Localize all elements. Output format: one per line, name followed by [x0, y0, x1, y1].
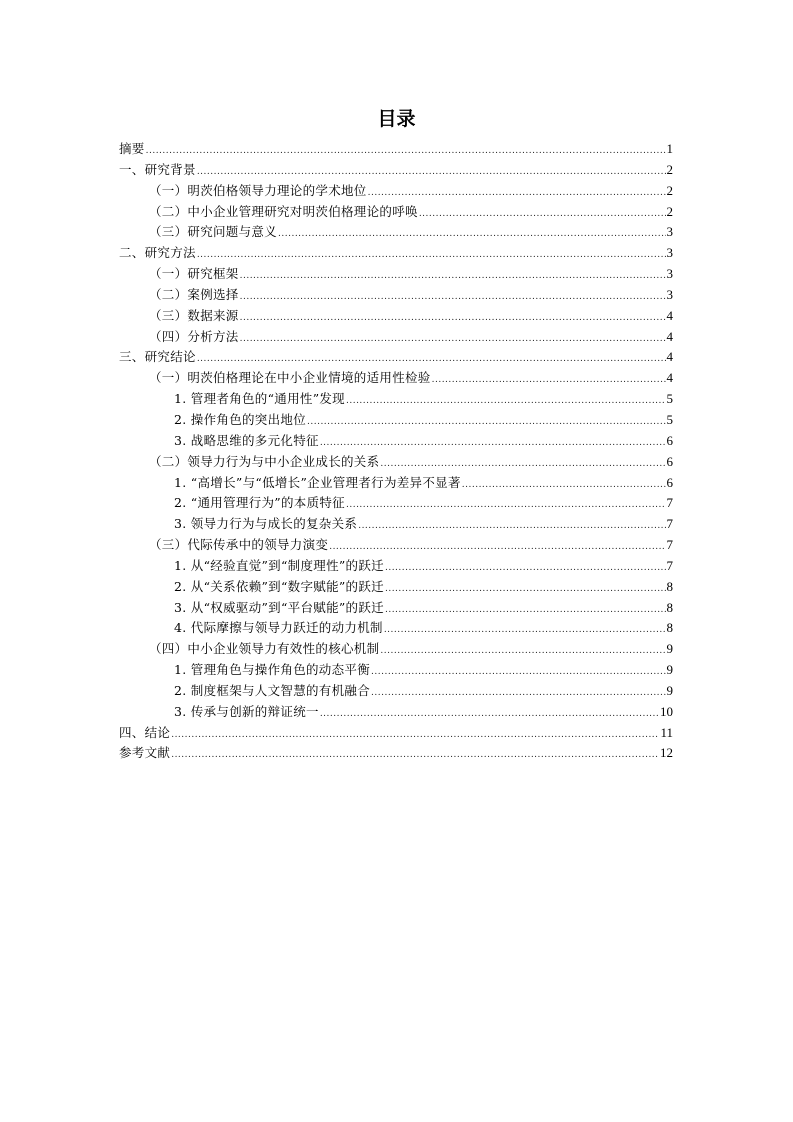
dot-leader [197, 245, 666, 266]
dot-leader [171, 745, 659, 766]
toc-entry-page: 7 [666, 516, 673, 532]
toc-entry-label: 2. 从“关系依赖”到“数字赋能”的跃迁 [174, 578, 384, 594]
dot-leader [462, 475, 666, 496]
toc-entry[interactable] [119, 327, 673, 348]
toc-entry-page: 3 [666, 245, 673, 261]
dot-leader [171, 725, 659, 746]
table-of-contents [119, 139, 673, 764]
toc-entry-label: 3. 战略思维的多元化特征 [174, 432, 319, 448]
dot-leader [385, 600, 666, 621]
toc-entry-page: 3 [666, 286, 673, 302]
dot-leader [419, 204, 666, 225]
toc-entry[interactable] [119, 347, 673, 368]
toc-entry[interactable] [119, 181, 673, 202]
toc-entry[interactable] [119, 660, 673, 681]
toc-entry-page: 4 [666, 370, 673, 386]
dot-leader [371, 683, 665, 704]
toc-entry-page: 9 [666, 682, 673, 698]
toc-entry[interactable] [119, 410, 673, 431]
dot-leader [371, 662, 665, 683]
toc-entry[interactable] [119, 577, 673, 598]
toc-entry-page: 4 [666, 328, 673, 344]
toc-entry-page: 8 [666, 578, 673, 594]
toc-entry-page: 6 [666, 453, 673, 469]
toc-entry-label: （四）分析方法 [149, 328, 239, 344]
toc-entry-label: 1. 管理角色与操作角色的动态平衡 [174, 662, 371, 678]
toc-entry-label: 1. “高增长”与“低增长”企业管理者行为差异不显著 [174, 474, 461, 490]
toc-entry-label: 2. 操作角色的突出地位 [174, 411, 306, 427]
toc-entry[interactable] [119, 723, 673, 744]
toc-entry[interactable] [119, 702, 673, 723]
toc-entry-label: 1. 管理者角色的“通用性”发现 [174, 391, 345, 407]
dot-leader [346, 495, 666, 516]
toc-entry-label: （二）中小企业管理研究对明茨伯格理论的呼唤 [149, 203, 418, 219]
toc-entry[interactable] [119, 222, 673, 243]
toc-entry[interactable] [119, 368, 673, 389]
toc-entry-page: 8 [666, 620, 673, 636]
toc-entry-label: 3. 从“权威驱动”到“平台赋能”的跃迁 [174, 599, 384, 615]
toc-entry-label: 四、结论 [119, 724, 171, 740]
toc-entry-label: 2. 制度框架与人文智慧的有机融合 [174, 682, 371, 698]
toc-entry-page: 9 [666, 641, 673, 657]
toc-entry-page: 7 [666, 495, 673, 511]
toc-entry[interactable] [119, 639, 673, 660]
toc-entry-label: 4. 代际摩擦与领导力跃迁的动力机制 [174, 620, 383, 636]
toc-entry[interactable] [119, 431, 673, 452]
dot-leader [146, 141, 666, 162]
dot-leader [329, 537, 665, 558]
toc-entry-page: 3 [666, 266, 673, 282]
dot-leader [240, 329, 666, 350]
toc-entry[interactable] [119, 452, 673, 473]
toc-entry[interactable] [119, 618, 673, 639]
dot-leader [307, 412, 666, 433]
dot-leader [385, 579, 666, 600]
dot-leader [197, 349, 666, 370]
dot-leader [240, 308, 666, 329]
toc-entry-label: 二、研究方法 [119, 245, 196, 261]
toc-entry-page: 2 [666, 161, 673, 177]
dot-leader [320, 704, 659, 725]
toc-entry[interactable] [119, 514, 673, 535]
dot-leader [358, 516, 665, 537]
toc-entry-page: 12 [660, 745, 673, 761]
dot-leader [278, 224, 665, 245]
toc-entry[interactable] [119, 202, 673, 223]
dot-leader [320, 433, 666, 454]
toc-entry[interactable] [119, 285, 673, 306]
toc-entry-page: 7 [666, 537, 673, 553]
toc-entry-label: 三、研究结论 [119, 349, 196, 365]
toc-entry-label: （二）案例选择 [149, 286, 239, 302]
toc-entry[interactable] [119, 264, 673, 285]
dot-leader [346, 391, 666, 412]
toc-entry-label: （一）明茨伯格领导力理论的学术地位 [149, 182, 367, 198]
dot-leader [197, 162, 666, 183]
toc-entry-page: 6 [666, 432, 673, 448]
toc-entry[interactable] [119, 556, 673, 577]
toc-entry-label: 3. 传承与创新的辩证统一 [174, 703, 319, 719]
toc-entry[interactable] [119, 598, 673, 619]
toc-entry[interactable] [119, 139, 673, 160]
toc-entry-label: （一）明茨伯格理论在中小企业情境的适用性检验 [149, 370, 431, 386]
toc-entry-page: 2 [666, 203, 673, 219]
toc-entry-page: 5 [666, 411, 673, 427]
toc-entry[interactable] [119, 389, 673, 410]
toc-entry-label: 摘要 [119, 141, 145, 156]
toc-entry-page: 3 [666, 224, 673, 240]
dot-leader [380, 454, 665, 475]
dot-leader [368, 183, 666, 204]
toc-title: 目录 [377, 108, 416, 130]
toc-entry-page: 2 [666, 182, 673, 198]
toc-entry[interactable] [119, 160, 673, 181]
dot-leader [240, 287, 666, 308]
toc-entry-page: 7 [666, 557, 673, 573]
toc-entry-label: （四）中小企业领导力有效性的核心机制 [149, 641, 380, 657]
toc-entry-label: （二）领导力行为与中小企业成长的关系 [149, 453, 380, 469]
toc-entry-label: 参考文献 [119, 745, 171, 761]
dot-leader [385, 558, 666, 579]
toc-entry-page: 10 [660, 703, 673, 719]
toc-entry-label: 3. 领导力行为与成长的复杂关系 [174, 516, 358, 532]
toc-entry-page: 4 [666, 307, 673, 323]
toc-entry-label: 一、研究背景 [119, 161, 196, 177]
toc-entry-page: 1 [666, 141, 673, 156]
toc-entry-label: （三）代际传承中的领导力演变 [149, 537, 329, 553]
toc-entry-label: 2. “通用管理行为”的本质特征 [174, 495, 345, 511]
toc-entry-page: 8 [666, 599, 673, 615]
toc-entry[interactable] [119, 243, 673, 264]
toc-entry-page: 6 [666, 474, 673, 490]
toc-entry-page: 9 [666, 662, 673, 678]
toc-entry-label: （三）研究问题与意义 [149, 224, 278, 240]
toc-entry-page: 4 [666, 349, 673, 365]
dot-leader [380, 641, 665, 662]
toc-entry-page: 5 [666, 391, 673, 407]
dot-leader [384, 620, 666, 641]
toc-entry-label: （一）研究框架 [149, 266, 239, 282]
toc-entry[interactable] [119, 535, 673, 556]
toc-entry[interactable] [119, 473, 673, 494]
toc-entry-label: 1. 从“经验直觉”到“制度理性”的跃迁 [174, 557, 384, 573]
toc-entry[interactable] [119, 743, 673, 764]
dot-leader [240, 266, 666, 287]
toc-entry-page: 11 [660, 724, 673, 740]
toc-entry[interactable] [119, 306, 673, 327]
dot-leader [432, 370, 666, 391]
toc-entry-label: （三）数据来源 [149, 307, 239, 323]
toc-entry[interactable] [119, 493, 673, 514]
toc-entry[interactable] [119, 681, 673, 702]
